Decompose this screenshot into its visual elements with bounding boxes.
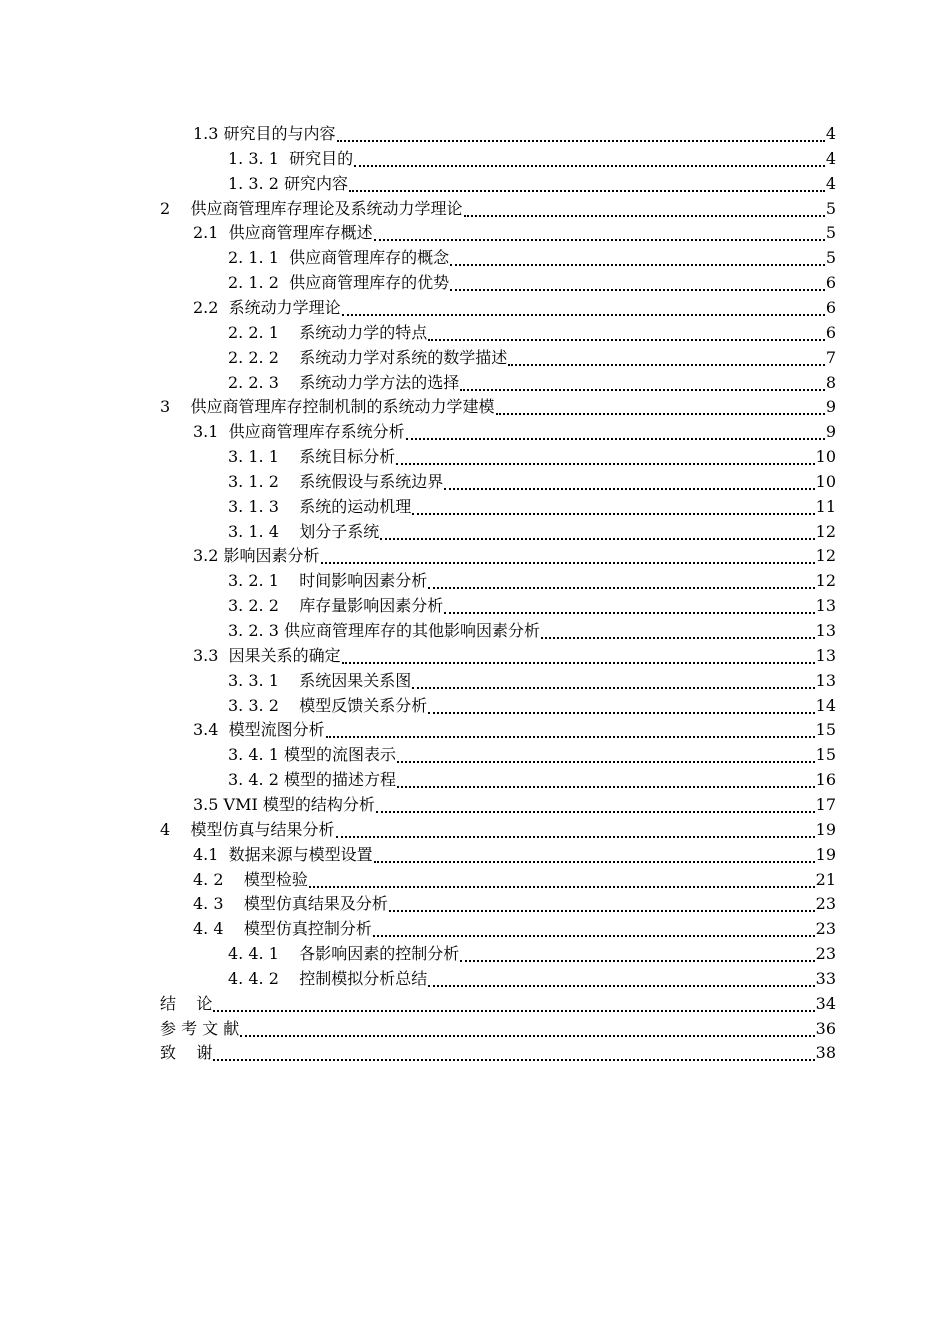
toc-entry[interactable] xyxy=(228,967,836,991)
toc-dot-leader xyxy=(336,830,815,838)
toc-entry-spacing xyxy=(279,371,299,395)
toc-entry-title: 模型反馈关系分析 xyxy=(299,695,428,715)
toc-entry-number: 2.2 xyxy=(193,297,219,317)
toc-dot-leader xyxy=(397,780,815,788)
toc-dot-leader xyxy=(508,358,825,366)
toc-dot-leader xyxy=(389,904,815,912)
toc-entry[interactable] xyxy=(193,843,836,867)
toc-dot-leader xyxy=(380,532,814,540)
toc-entry-page-number: 15 xyxy=(815,720,836,740)
toc-dot-leader xyxy=(373,929,815,937)
toc-dot-leader xyxy=(342,308,825,316)
toc-entry-page-number: 11 xyxy=(815,496,836,516)
toc-entry[interactable] xyxy=(228,445,836,469)
toc-entry-page-number: 5 xyxy=(825,223,836,243)
toc-entry-page-number: 34 xyxy=(815,993,836,1013)
toc-entry-page-number: 23 xyxy=(815,919,836,939)
toc-dot-leader xyxy=(541,631,815,639)
toc-entry-spacing xyxy=(279,147,289,171)
toc-entry-number: 2. 2. 3 xyxy=(228,372,279,392)
toc-dot-leader xyxy=(460,954,814,962)
toc-dot-leader xyxy=(213,1053,814,1061)
toc-entry-page-number: 6 xyxy=(825,297,836,317)
toc-dot-leader xyxy=(374,233,825,241)
toc-entry-number: 4. 4. 2 xyxy=(228,968,279,988)
toc-entry-spacing xyxy=(170,395,190,419)
toc-entry-spacing xyxy=(170,818,190,842)
toc-entry-number: 4. 4 xyxy=(193,919,224,939)
toc-entry-spacing xyxy=(218,843,228,867)
toc-entry-number: 3. 3. 1 xyxy=(228,670,279,690)
toc-dot-leader xyxy=(450,283,825,291)
toc-entry-title: 划分子系统 xyxy=(299,521,380,541)
toc-entry-number: 2.1 xyxy=(193,223,219,243)
toc-entry-number: 3. 3. 2 xyxy=(228,695,279,715)
toc-dot-leader xyxy=(342,656,815,664)
toc-dot-leader xyxy=(428,979,814,987)
toc-dot-leader xyxy=(309,880,815,888)
toc-dot-leader xyxy=(321,556,815,564)
toc-entry-title: 模型流图分析 xyxy=(228,720,325,740)
toc-entry-title: 研究目的与内容 xyxy=(223,124,336,143)
toc-entry-spacing xyxy=(224,868,244,892)
toc-entry-spacing xyxy=(279,445,299,469)
toc-entry-spacing xyxy=(218,420,228,444)
toc-entry-title: 因果关系的确定 xyxy=(228,645,341,665)
toc-entry-number: 3. 2. 1 xyxy=(228,571,279,591)
toc-entry-title: 模型检验 xyxy=(243,869,308,889)
toc-dot-leader xyxy=(460,383,825,391)
toc-dot-leader xyxy=(349,184,825,192)
toc-entry-spacing xyxy=(279,470,299,494)
toc-entry-page-number: 19 xyxy=(815,844,836,864)
toc-entry-spacing xyxy=(279,520,299,544)
toc-entry-page-number: 21 xyxy=(815,869,836,889)
toc-entry-number: 3.1 xyxy=(193,422,219,442)
toc-entry-page-number: 16 xyxy=(815,770,836,790)
toc-entry-spacing xyxy=(218,718,228,742)
toc-entry-number: 4 xyxy=(160,819,171,839)
toc-entry-title: 模型的描述方程 xyxy=(283,770,396,790)
toc-entry[interactable] xyxy=(228,246,836,270)
toc-entry-number: 3. 1. 2 xyxy=(228,471,279,491)
toc-entry-spacing xyxy=(279,569,299,593)
toc-entry[interactable] xyxy=(193,221,836,245)
toc-entry-page-number: 12 xyxy=(815,546,836,566)
toc-entry-spacing xyxy=(279,942,299,966)
toc-entry-number: 4. 3 xyxy=(193,894,224,914)
toc-entry-page-number: 4 xyxy=(825,148,836,168)
toc-entry-page-number: 9 xyxy=(825,397,836,417)
toc-entry-page-number: 12 xyxy=(815,521,836,541)
toc-entry[interactable] xyxy=(193,793,836,817)
toc-entry[interactable] xyxy=(193,296,836,320)
toc-entry-page-number: 13 xyxy=(815,596,836,616)
toc-entry-spacing xyxy=(218,644,228,668)
toc-dot-leader xyxy=(444,606,814,614)
toc-entry-title: 供应商管理库存概述 xyxy=(228,223,373,243)
toc-entry-title: 时间影响因素分析 xyxy=(299,571,428,591)
toc-entry-title: 供应商管理库存控制机制的系统动力学建模 xyxy=(190,397,495,417)
toc-entry[interactable] xyxy=(228,520,836,544)
toc-dot-leader xyxy=(326,730,815,738)
toc-entry-page-number: 6 xyxy=(825,322,836,342)
toc-entry[interactable] xyxy=(160,1017,836,1041)
toc-entry-title: 供应商管理库存的其他影响因素分析 xyxy=(283,621,540,640)
toc-entry-title: 模型仿真控制分析 xyxy=(243,919,372,939)
toc-entry-page-number: 14 xyxy=(815,695,836,715)
toc-entry-number: 3. 2. 3 xyxy=(228,621,279,640)
toc-dot-leader xyxy=(337,134,825,142)
toc-entry-page-number: 13 xyxy=(815,645,836,665)
toc-entry-page-number: 38 xyxy=(815,1043,836,1063)
toc-entry-number: 2. 2. 2 xyxy=(228,347,279,367)
toc-entry[interactable] xyxy=(193,917,836,941)
toc-dot-leader xyxy=(496,407,825,415)
toc-entry[interactable] xyxy=(160,197,836,221)
toc-entry-title: 系统的运动机理 xyxy=(299,496,412,516)
toc-entry[interactable] xyxy=(228,470,836,494)
toc-entry-title: 库存量影响因素分析 xyxy=(299,596,444,616)
toc-entry-number: 3 xyxy=(160,397,171,417)
toc-entry[interactable] xyxy=(228,942,836,966)
toc-entry[interactable] xyxy=(160,992,836,1016)
toc-dot-leader xyxy=(428,333,825,341)
toc-dot-leader xyxy=(406,432,825,440)
toc-entry[interactable] xyxy=(193,544,836,568)
toc-entry-page-number: 15 xyxy=(815,745,836,765)
toc-entry-spacing xyxy=(279,669,299,693)
toc-entry-page-number: 5 xyxy=(825,198,836,218)
toc-entry-number: 3.5 xyxy=(193,794,219,814)
toc-entry[interactable] xyxy=(193,122,836,146)
toc-entry-title: 供应商管理库存的概念 xyxy=(289,248,450,268)
toc-entry-title: 模型仿真与结果分析 xyxy=(190,819,335,839)
toc-entry-spacing xyxy=(279,271,289,295)
toc-entry-spacing xyxy=(279,246,289,270)
toc-entry-spacing xyxy=(224,892,244,916)
toc-entry[interactable] xyxy=(228,271,836,295)
toc-dot-leader xyxy=(412,507,814,515)
toc-entry-title: 系统动力学的特点 xyxy=(299,322,428,342)
toc-entry[interactable] xyxy=(228,669,836,693)
toc-entry-spacing xyxy=(279,321,299,345)
toc-entry-spacing xyxy=(170,197,190,221)
toc-entry[interactable] xyxy=(193,868,836,892)
toc-entry-title: 各影响因素的控制分析 xyxy=(299,944,460,964)
toc-entry-title: 系统动力学对系统的数学描述 xyxy=(299,347,508,367)
toc-entry-title: 供应商管理库存系统分析 xyxy=(228,422,405,442)
toc-entry-number: 2 xyxy=(160,198,171,218)
toc-entry-page-number: 13 xyxy=(815,670,836,690)
toc-entry-title: 系统假设与系统边界 xyxy=(299,471,444,491)
toc-entry[interactable] xyxy=(193,718,836,742)
toc-dot-leader xyxy=(376,805,815,813)
toc-entry-title: 数据来源与模型设置 xyxy=(228,844,373,864)
toc-entry-spacing xyxy=(279,594,299,618)
toc-entry-page-number: 9 xyxy=(825,422,836,442)
toc-entry-page-number: 7 xyxy=(825,347,836,367)
toc-entry-spacing xyxy=(218,296,228,320)
toc-entry-number: 4. 2 xyxy=(193,869,224,889)
toc-entry-number: 3.2 xyxy=(193,546,219,566)
toc-entry-title: 参 考 文 献 xyxy=(160,1018,240,1038)
toc-entry[interactable] xyxy=(228,321,836,345)
toc-entry[interactable] xyxy=(160,818,836,842)
toc-entry-title: 供应商管理库存理论及系统动力学理论 xyxy=(190,198,463,218)
toc-entry-title: 系统目标分析 xyxy=(299,447,396,467)
toc-entry-page-number: 10 xyxy=(815,447,836,467)
toc-entry-page-number: 33 xyxy=(815,968,836,988)
toc-entry-number: 1. 3. 2 xyxy=(228,173,279,193)
toc-dot-leader xyxy=(444,482,814,490)
toc-entry-page-number: 5 xyxy=(825,248,836,268)
toc-entry[interactable] xyxy=(228,743,836,767)
toc-entry-title: 研究内容 xyxy=(283,173,348,193)
toc-entry-page-number: 17 xyxy=(815,794,836,814)
toc-entry-spacing xyxy=(279,346,299,370)
toc-dot-leader xyxy=(240,1029,814,1037)
toc-entry-number: 2. 2. 1 xyxy=(228,322,279,342)
toc-entry-number: 4. 4. 1 xyxy=(228,944,279,964)
toc-entry-title: 控制模拟分析总结 xyxy=(299,968,428,988)
toc-entry[interactable] xyxy=(228,569,836,593)
toc-entry-number: 2. 1. 1 xyxy=(228,248,279,268)
toc-entry-number: 3. 4. 2 xyxy=(228,770,279,790)
toc-entry-title: 模型的流图表示 xyxy=(283,745,396,765)
toc-dot-leader xyxy=(464,209,825,217)
toc-entry-number: 3. 1. 1 xyxy=(228,447,279,467)
toc-entry-spacing xyxy=(224,917,244,941)
toc-entry-title: 系统动力学方法的选择 xyxy=(299,372,460,392)
toc-dot-leader xyxy=(213,1004,814,1012)
toc-entry-page-number: 6 xyxy=(825,273,836,293)
toc-entry-title: 影响因素分析 xyxy=(223,546,320,566)
toc-dot-leader xyxy=(396,457,814,465)
toc-entry-spacing xyxy=(279,495,299,519)
toc-entry-number: 2. 1. 2 xyxy=(228,273,279,293)
toc-dot-leader xyxy=(397,755,815,763)
toc-entry-spacing xyxy=(218,221,228,245)
toc-entry-number: 3. 1. 4 xyxy=(228,521,279,541)
toc-entry-page-number: 19 xyxy=(815,819,836,839)
toc-entry-number: 3. 1. 3 xyxy=(228,496,279,516)
toc-entry-title: 结 论 xyxy=(160,993,213,1013)
toc-entry[interactable] xyxy=(160,395,836,419)
toc-entry-page-number: 4 xyxy=(825,173,836,193)
toc-entry-title: 致 谢 xyxy=(160,1043,213,1063)
toc-entry-page-number: 36 xyxy=(815,1018,836,1038)
toc-entry[interactable] xyxy=(228,594,836,618)
toc-entry-page-number: 23 xyxy=(815,894,836,914)
toc-entry-number: 4.1 xyxy=(193,844,219,864)
toc-entry-page-number: 10 xyxy=(815,471,836,491)
toc-entry-page-number: 8 xyxy=(825,372,836,392)
toc-entry-number: 3.3 xyxy=(193,645,219,665)
toc-entry[interactable] xyxy=(193,420,836,444)
toc-entry-page-number: 13 xyxy=(815,621,836,640)
toc-entry-title: 系统因果关系图 xyxy=(299,670,412,690)
toc-entry[interactable] xyxy=(228,346,836,370)
toc-dot-leader xyxy=(374,855,815,863)
toc-entry[interactable] xyxy=(228,495,836,519)
toc-dot-leader xyxy=(354,159,825,167)
toc-entry[interactable] xyxy=(193,892,836,916)
toc-entry-number: 1.3 xyxy=(193,124,219,143)
toc-entry[interactable] xyxy=(228,619,836,643)
toc-entry[interactable] xyxy=(228,147,836,171)
toc-dot-leader xyxy=(428,706,814,714)
toc-entry-title: VMI 模型的结构分析 xyxy=(223,794,375,814)
toc-entry-number: 3. 2. 2 xyxy=(228,596,279,616)
toc-entry-number: 1. 3. 1 xyxy=(228,148,279,168)
toc-entry-spacing xyxy=(279,967,299,991)
toc-entry-page-number: 23 xyxy=(815,944,836,964)
toc-entry[interactable] xyxy=(228,172,836,196)
toc-dot-leader xyxy=(412,681,814,689)
toc-entry-page-number: 12 xyxy=(815,571,836,591)
toc-entry-number: 3. 4. 1 xyxy=(228,745,279,765)
toc-entry-page-number: 4 xyxy=(825,124,836,143)
toc-entry-title: 供应商管理库存的优势 xyxy=(289,273,450,293)
toc-entry[interactable] xyxy=(228,768,836,792)
toc-entry-title: 系统动力学理论 xyxy=(228,297,341,317)
toc-entry[interactable] xyxy=(228,694,836,718)
toc-entry[interactable] xyxy=(193,644,836,668)
toc-dot-leader xyxy=(428,581,814,589)
toc-entry[interactable] xyxy=(228,371,836,395)
toc-entry-title: 模型仿真结果及分析 xyxy=(243,894,388,914)
toc-dot-leader xyxy=(450,258,825,266)
toc-entry-number: 3.4 xyxy=(193,720,219,740)
toc-entry-spacing xyxy=(279,694,299,718)
toc-entry[interactable] xyxy=(160,1041,836,1065)
toc-entry-title: 研究目的 xyxy=(289,148,354,168)
